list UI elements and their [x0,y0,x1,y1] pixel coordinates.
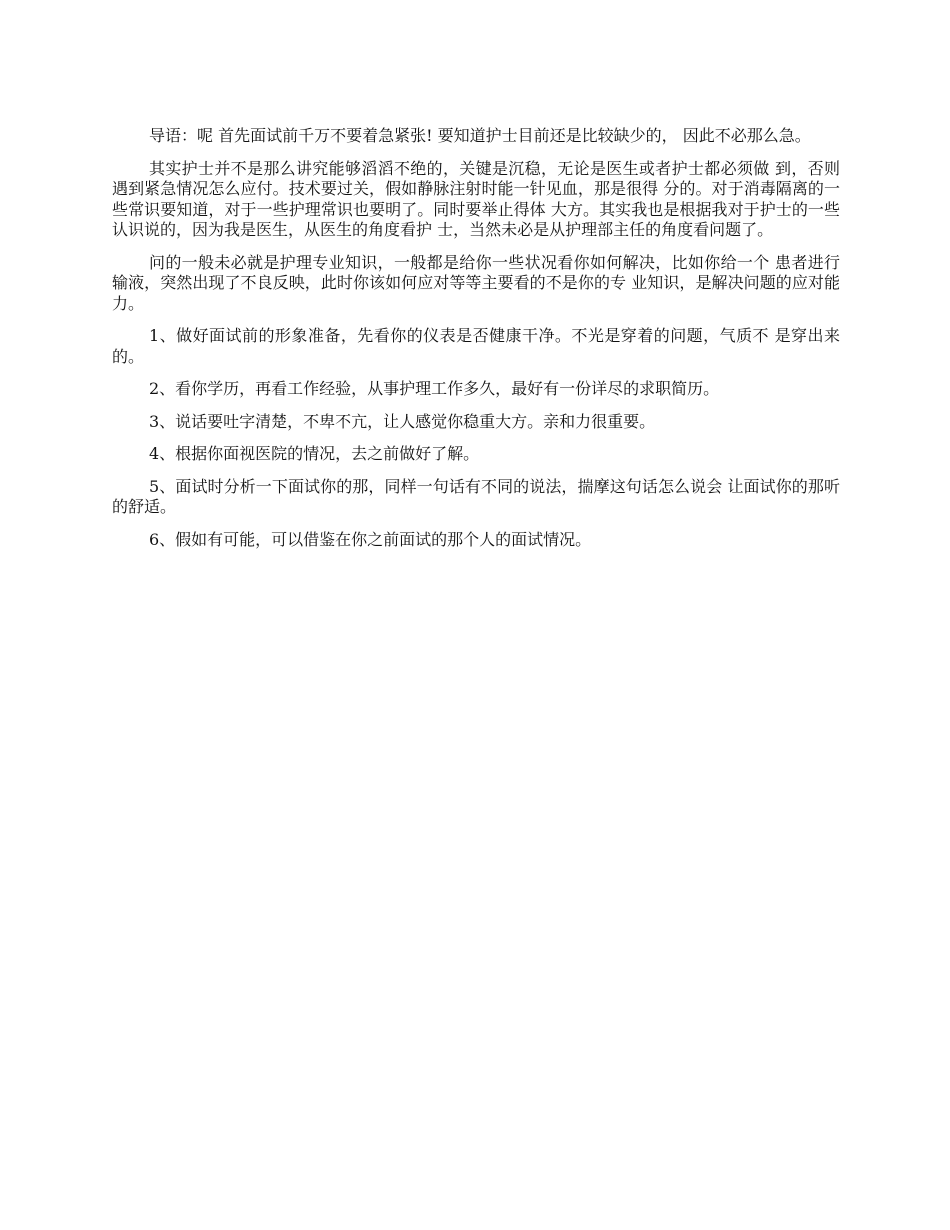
list-item: 1、做好面试前的形象准备，先看你的仪表是否健康干净。不光是穿着的问题，气质不 是穿出来的。 [112,326,840,366]
document-page [112,126,840,562]
body-paragraph: 问的一般未必就是护理专业知识，一般都是给你一些状况看你如何解决，比如你给一个 患者进行输液，突然出现了不良反映，此时你该如何应对等等主要看的不是你的专 业知识，是解决问题的应对能力。 [112,252,840,313]
intro-paragraph: 导语：呢 首先面试前千万不要着急紧张! 要知道护士目前还是比较缺少的， 因此不必那么急。 [149,126,811,145]
list-item: 4、根据你面视医院的情况，去之前做好了解。 [149,444,480,463]
list-item: 3、说话要吐字清楚，不卑不亢，让人感觉你稳重大方。亲和力很重要。 [149,411,656,431]
list-item: 5、面试时分析一下面试你的那，同样一句话有不同的说法，揣摩这句话怎么说会 让面试你的那听的舒适。 [112,476,840,516]
list-item: 6、假如有可能，可以借鉴在你之前面试的那个人的面试情况。 [149,529,592,549]
body-paragraph: 其实护士并不是那么讲究能够滔滔不绝的，关键是沉稳，无论是医生或者护士都必须做 到，否则遇到紧急情况怎么应付。技术要过关，假如静脉注射时能一针见血，那是很得 分的。对于消毒隔离的一些常识要知道，对于一些护理常识也要明了。同时要举止得体 大方。其实我也是根据我对于护士的一些认识说的，因为我是医生，从医生的角度看护 士，当然未必是从护理部主任的角度看问题了。 [112,158,840,239]
list-item: 2、看你学历，再看工作经验，从事护理工作多久，最好有一份详尽的求职简历。 [149,379,720,398]
